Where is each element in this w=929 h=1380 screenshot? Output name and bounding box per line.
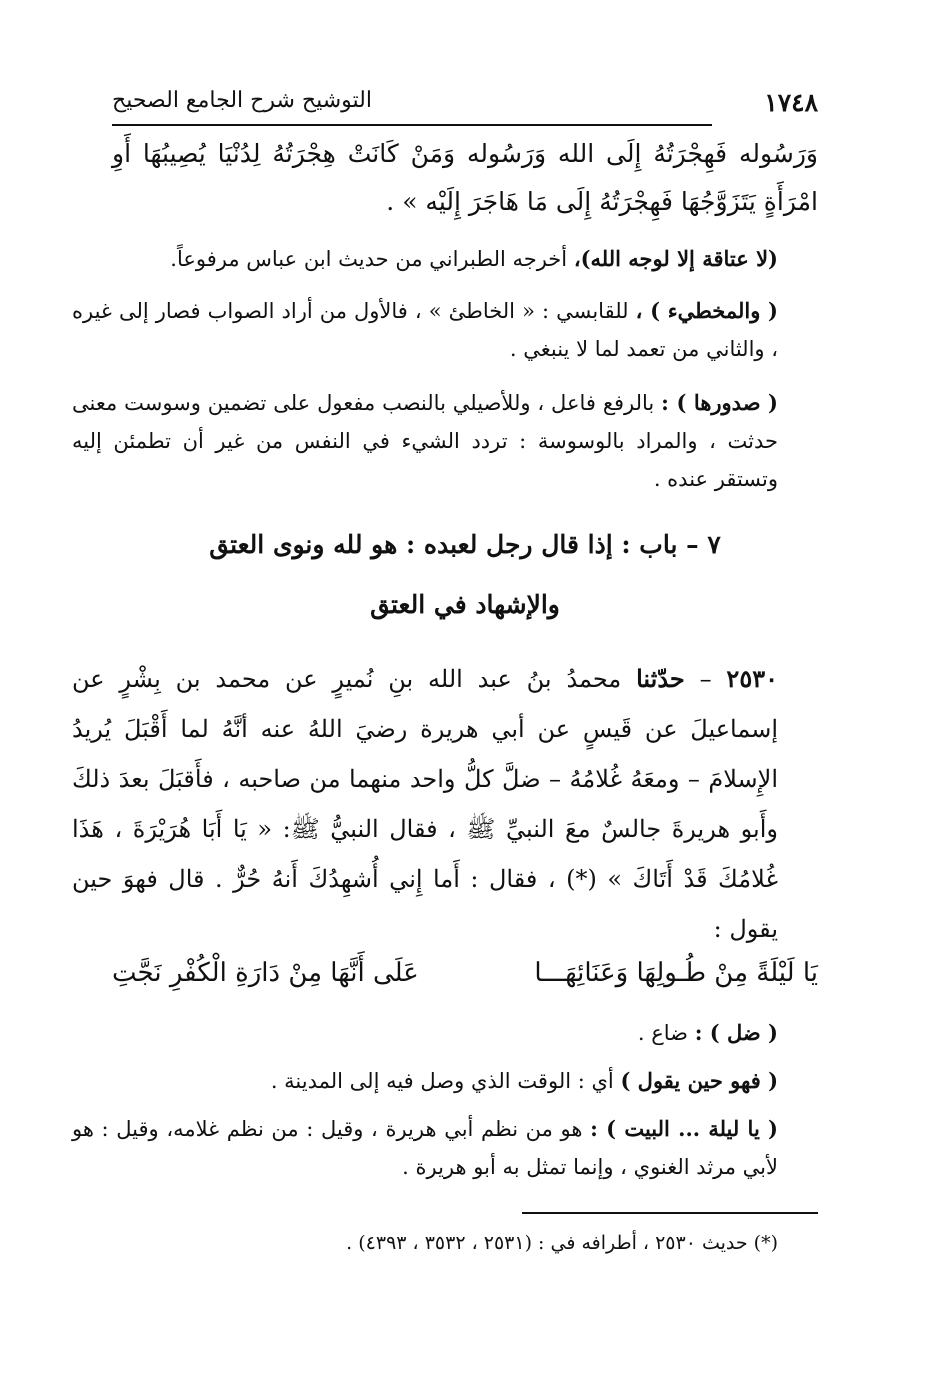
commentary-note [72, 1110, 818, 1186]
poem-verse [112, 958, 818, 1008]
page-header [112, 82, 818, 122]
footnote-rule [522, 1212, 818, 1214]
running-title: التوشيح شرح الجامع الصحيح [112, 88, 372, 113]
note-text: بالرفع فاعل ، وللأصيلي بالنصب مفعول على تضمين وسوست معنى حدثت ، والمراد بالوسوسة : تردد الشيء في النفس من غير أن تطمئن إليه وتستقر عنده . [72, 391, 778, 491]
chapter-heading: ٧ – باب : إذا قال رجل لعبده : هو لله ونوى العتق [209, 530, 721, 559]
hadith-lead-word: حدّثنا [636, 664, 685, 693]
commentary-note [72, 240, 818, 278]
header-rule [112, 124, 712, 126]
hadith-number: ٢٥٣٠ [726, 664, 778, 693]
commentary-note [72, 1062, 818, 1100]
note-text: للقابسي : « الخاطئ » ، فالأول من أراد الصواب فصار إلى غيره ، والثاني من تعمد لما لا ينبغي . [72, 299, 778, 361]
note-term: ( ضل ) : [694, 1020, 778, 1045]
note-term: ( صدورها ) : [661, 390, 778, 415]
hadith-text [72, 654, 818, 954]
note-text: أخرجه الطبراني من حديث ابن عباس مرفوعاً. [170, 247, 574, 271]
footnote: (*) حديث ٢٥٣٠ ، أطرافه في : (٢٥٣١ ، ٣٥٣٢ ، ٤٣٩٣) . [346, 1232, 778, 1254]
chapter-heading-subtitle: والإشهاد في العتق [370, 590, 560, 619]
note-text: أي : الوقت الذي وصل فيه إلى المدينة . [270, 1069, 621, 1093]
verse-hemistich-second: عَلَى أَنَّهَا مِنْ دَارَةِ الْكُفْرِ نَجَّتِ [112, 958, 419, 988]
commentary-note [72, 384, 818, 498]
note-term: (لا عتاقة إلا لوجه الله)، [573, 246, 778, 271]
hadith-continuation: وَرَسُوله فَهِجْرَتُهُ إِلَى الله وَرَسُوله وَمَنْ كَانَتْ هِجْرَتُهُ لِدُنْيَا يُصِيبُهَا أَوِ امْرَأَةٍ يَتَزَوَّجُهَا فَهِجْرَتُهُ إِلَى مَا هَاجَرَ إِلَيْه » . [112, 139, 818, 216]
commentary-note [72, 292, 818, 368]
verse-hemistich-first: يَا لَيْلَةً مِنْ طُـولِهَا وَعَنَائِهَـــا [534, 958, 818, 988]
hadith-body: – حدّثنا محمدُ بنُ عبد الله بنِ نُميرٍ عن محمد بن بِشْرٍ عن إسماعيلَ عن قَيسٍ عن أبي هريرة رضيَ اللهُ عنه أنَّهُ لما أَقْبَلَ يُريدُ الإِسلامَ – ومعَهُ غُلامُهُ – ضلَّ كلُّ واحد منهما من صاحبه ، فأَقبَلَ بعدَ ذلكَ وأَبو هريرةَ جالسٌ معَ النبيِّ ﷺ ، فقال النبيُّ ﷺ: « يَا أَبَا هُرَيْرَةَ ، هَذَا غُلامُكَ قَدْ أَتَاكَ » (*) ، فقال : أَما إِني أُشهِدُكَ أَنهُ حُرٌّ . قال فهوَ حين يقول : [72, 664, 778, 943]
note-text: هو من نظم أبي هريرة ، وقيل : من نظم غلامه، وقيل : هو لأبي مرثد الغنوي ، وإنما تمثل به أبو هريرة . [72, 1117, 778, 1179]
commentary-note [72, 1014, 818, 1052]
note-term: ( والمخطيء ) ، [635, 298, 778, 323]
note-term: ( يا ليلة ... البيت ) : [590, 1116, 778, 1141]
note-term: ( فهو حين يقول ) [620, 1068, 778, 1093]
note-text: ضاع . [637, 1021, 695, 1045]
page-number: ١٧٤٨ [764, 88, 818, 117]
